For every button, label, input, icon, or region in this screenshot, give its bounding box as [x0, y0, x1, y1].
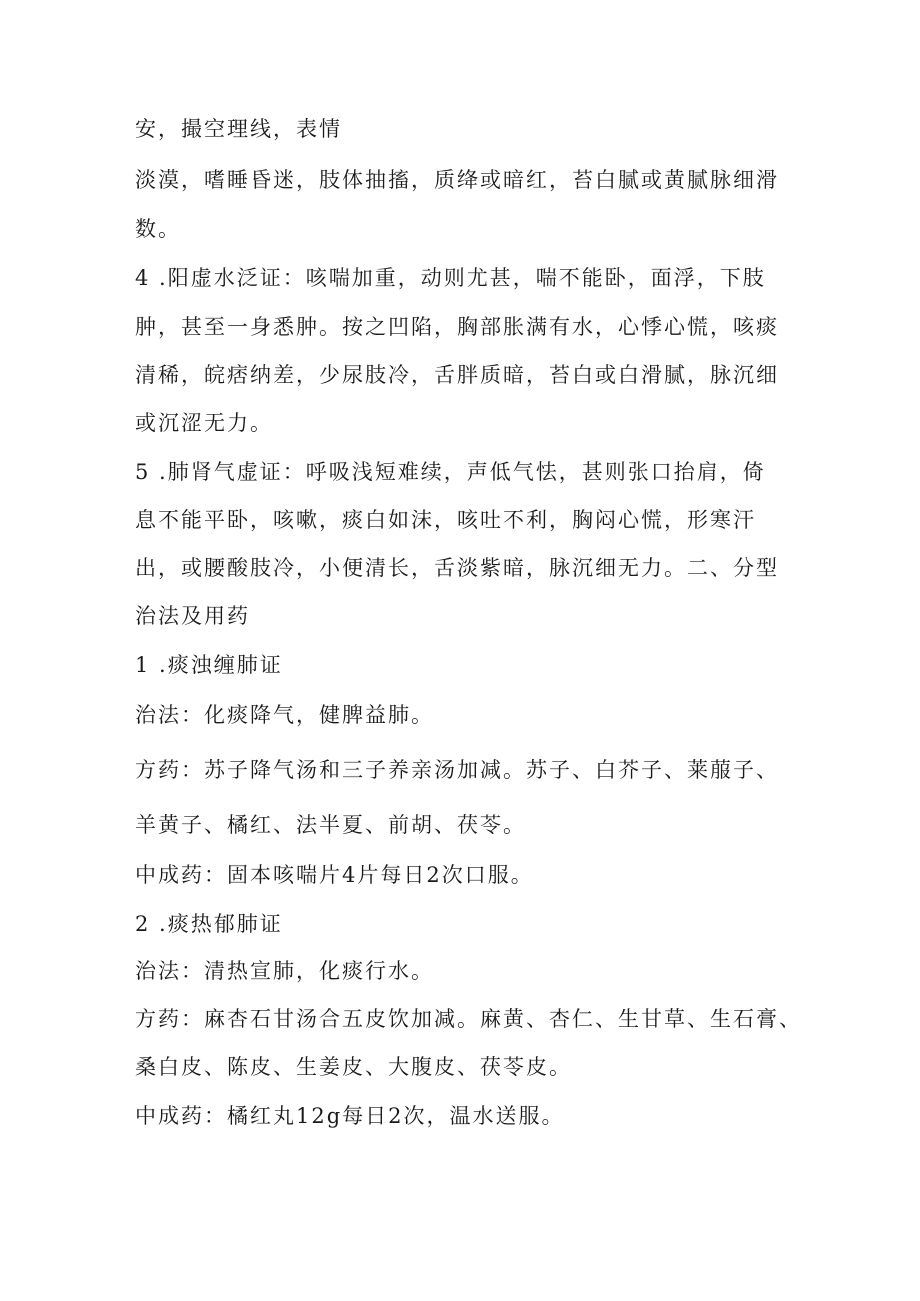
- text-line: 治法：清热宣肺，化痰行水。: [135, 959, 434, 983]
- text-line: 数。: [135, 217, 181, 241]
- list-item-heading: 4 .阳虚水泛证：咳喘加重，动则尤甚，喘不能卧，面浮，下肢: [135, 266, 766, 290]
- text-line: 方药：苏子降气汤和三子养亲汤加减。苏子、白芥子、莱菔子、: [135, 758, 779, 782]
- text-line: 清稀，皖痞纳差，少尿肢冷，舌胖质暗，苔白或白滑腻，脉沉细: [135, 363, 779, 387]
- section-heading: 治法及用药: [135, 604, 250, 628]
- text-line: 桑白皮、陈皮、生姜皮、大腹皮、茯苓皮。: [135, 1055, 572, 1079]
- text-line: 或沉涩无力。: [135, 411, 273, 435]
- list-item-heading: 5 .肺肾气虚证：呼吸浅短难续，声低气怯，甚则张口抬肩，倚: [135, 460, 766, 484]
- subsection-heading: 1 .痰浊缠肺证: [135, 653, 283, 677]
- text-line: 息不能平卧，咳嗽，痰白如沫，咳吐不利，胸闷心慌，形寒汗: [135, 508, 756, 532]
- text-line: 肿，甚至一身悉肿。按之凹陷，胸部胀满有水，心悸心慌，咳痰: [135, 315, 779, 339]
- subsection-heading: 2 .痰热郁肺证: [135, 912, 283, 936]
- text-line: 治法：化痰降气，健脾益肺。: [135, 703, 434, 727]
- text-line: 出，或腰酸肢冷，小便清长，舌淡紫暗，脉沉细无力。二、分型: [135, 556, 779, 580]
- text-line: 安，撮空理线，表情: [135, 117, 342, 141]
- text-line: 方药：麻杏石甘汤合五皮饮加减。麻黄、杏仁、生甘草、生石膏、: [135, 1007, 802, 1031]
- text-line: 中成药：固本咳喘片4片每日2次口服。: [135, 863, 534, 887]
- text-line: 中成药：橘红丸12g每日2次，温水送服。: [135, 1104, 565, 1128]
- text-line: 羊黄子、橘红、法半夏、前胡、茯苓。: [135, 813, 526, 837]
- text-line: 淡漠，嗜睡昏迷，肢体抽搐，质绛或暗红，苔白腻或黄腻脉细滑: [135, 168, 779, 192]
